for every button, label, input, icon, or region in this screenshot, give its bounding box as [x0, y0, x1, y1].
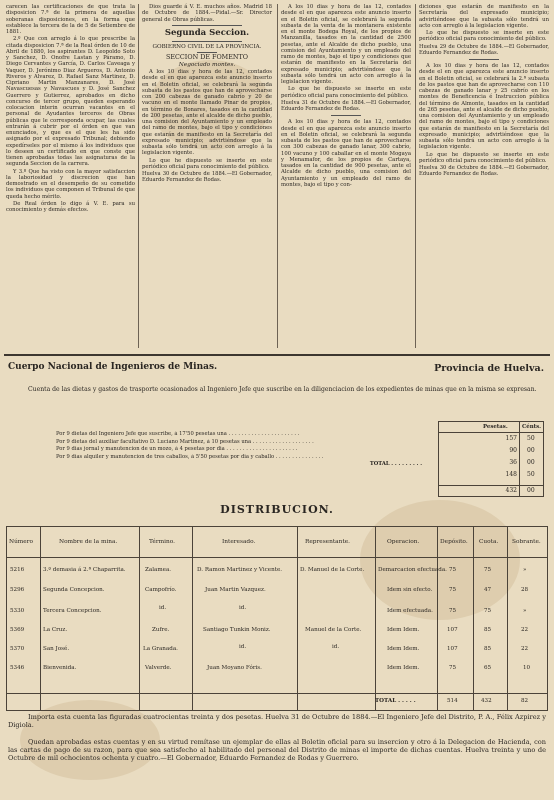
divider: [172, 25, 242, 26]
table-cell: 22: [521, 646, 529, 652]
negociado-heading: Negociado montes.: [178, 61, 236, 68]
cents-value: 50: [527, 471, 535, 478]
cuenta-amounts-box: [438, 421, 544, 497]
column-2: [142, 4, 272, 185]
column-4: [419, 4, 549, 179]
col4-paragraph: Lo que he dispuesto se inserte en este periódico oficial para conocimiento del público.: [419, 30, 549, 43]
section-title: Segunda Seccion.: [164, 27, 250, 38]
col3-paragraph: A los 10 dias y hora de las 12, contados desde el en que aparezca este anuncio inserto en el Boletin oficial, se celebrará la segunda subasta de la venta de la montanera existente en el monte Bodega Royal, de los propios de Manzanilla, tasados en la cantidad de 2500 pesetas, ante el Alcalde de dicho pueblo, una comision del Ayuntamiento y un empleado del ramo de montes, bajo el tipo y condiciones que estarán de manifiesto en la Secretaría del expresado municipio; advirtiéndose que la subasta sólo tendrá un acto con arreglo á la legislacion vigente.: [281, 4, 411, 85]
table-cell: 5330: [10, 608, 25, 614]
table-cell: 107: [447, 646, 458, 652]
cuenta-line: Por 9 dietas del Ingeniero Jefe que suscribe, á 17'50 pesetas una . . . . . . . . . . . . . . . . . . . . . .: [56, 431, 300, 437]
footer-approval-1: Importa esta cuenta las figuradas cuatrocientas treinta y dos pesetas. Huelva 31 de Octubre de 1884.—El Ingeniero Jefe del Distrito, P. A., Félix Azpirez y Digiola.: [8, 713, 546, 730]
table-cell: Tercera Concepcion.: [43, 608, 102, 614]
table-cell: »: [523, 608, 527, 614]
col2-paragraph: Lo que he dispuesto se inserte en este periódico oficial para conocimiento del público.: [142, 157, 272, 170]
table-total: 432: [481, 698, 492, 704]
gobierno-heading: GOBIERNO CIVIL DE LA PROVINCIA.: [152, 43, 262, 50]
table-cell: 75: [449, 608, 457, 614]
pesetas-header: Pesetas.: [483, 424, 508, 430]
table-cell: Zalamea.: [145, 567, 172, 573]
col1-paragraph: 2.º Que con arreglo á lo que prescribe la citada disposicion 7.ª de la Real órden de 10 de Abril de 1880, los aspirantes D. Leopoldo Soto y Sanchez, D. Onofre Lastan y Páramo, D. Diego Cervantes y García, D. Carlos Caveaga y Vaquer, D. Jerónimo Diaz Argueros, D. Antonio Riveros y Alvarez, D. Rafael Sanz Martinez, D. Cipriano Martin Manzanares, D. José Navascuesas y Navascues y D. José Sanchez Guerrero y Gutierrez, aprobados en dicho concurso de tercer grupo, queden esperando colocacion interin ocurran vacantes en el personal de Ayudantes terceros de Obras públicas que le corresponda ocupar, las cuales entrarán á cubrir por el órden en que van enunciados, y que es el que les ha sido asignado por el expresado Tribunal; debiendo expedírseles por el mismo á los individuos que lo deseen un certificado en que conste que tienen aprobadas todas las asignaturas de la segunda Seccion de la carrera.: [6, 36, 135, 168]
table-cell: Manuel de la Corte.: [305, 627, 362, 633]
table-cell: 75: [484, 608, 492, 614]
table-cell: 5216: [10, 567, 25, 573]
cuerpo-intro: Cuenta de las dietas y gastos de trasporte ocasionados al Ingeniero Jefe que suscribe en la diligenciacion de los expedientes de minas que en la misma se expresan.: [28, 386, 537, 393]
table-cell: San José.: [43, 646, 70, 652]
divider: [172, 41, 242, 42]
col1-paragraph: carecen las certificaciones de que trata la disposicion 7.ª de la primera de aquellas soberanas disposiciones, en la forma que establece la tercera de la de 5 de Setiembre de 1881.: [6, 4, 135, 35]
table-cell: 85: [484, 646, 492, 652]
table-header: Depósito.: [440, 539, 468, 545]
table-divider: [40, 527, 41, 710]
table-cell: 75: [449, 567, 457, 573]
table-divider: [7, 557, 547, 558]
pesetas-value: 148: [505, 471, 517, 478]
table-header: Cuota.: [479, 539, 499, 545]
table-cell: D. Manuel de la Corte.: [300, 567, 365, 573]
table-cell: 10: [523, 665, 531, 671]
cents-value: 00: [527, 447, 535, 454]
table-cell: 47: [484, 587, 492, 593]
table-divider: [192, 527, 193, 710]
cuenta-line: Por 9 dias jornal y manutencion de un mozo, á 4 pesetas por dia . . . . . . . . . . . . . . . . . . . . . .: [56, 446, 298, 453]
table-total: 514: [447, 698, 458, 704]
table-cell: »: [523, 567, 527, 573]
section-rule: [4, 354, 550, 356]
column-divider: [138, 4, 139, 348]
fomento-heading: SECCION DE FOMENTO: [165, 52, 248, 61]
distribucion-title: DISTRIBUCION.: [220, 503, 334, 516]
pesetas-value: 157: [505, 435, 517, 442]
table-divider: [507, 527, 508, 710]
column-3: [281, 4, 411, 189]
table-cell: Idem Idem.: [387, 627, 420, 633]
table-total-label: TOTAL . . . . .: [375, 698, 416, 704]
col3-paragraph: A los 10 dias y hora de las 12, contados desde el en que aparezca este anuncio inserto en el Boletin oficial, se celebrará la segunda subasta de los pastos que han de aprovecharse con 300 cabezas de ganado lanar, 300 cabrío, 100 vacuno y 100 caballar en el monte Mogaya y Menamafor, de los propios de Cartaya, tasados en la cantidad de 900 pesetas, ante el Alcalde de dicho pueblo, una comision del Ayuntamiento y un empleado del ramo de montes, bajo el tipo y con-: [281, 119, 411, 188]
province-title: Provincia de Huelva.: [434, 363, 544, 374]
table-cell: id.: [239, 605, 247, 611]
table-cell: 22: [521, 627, 529, 633]
pesetas-total: 432: [505, 487, 517, 494]
table-cell: Zufre.: [152, 627, 170, 633]
distribucion-table: [6, 526, 548, 711]
divider: [331, 115, 361, 116]
table-cell: 28: [521, 587, 529, 593]
table-cell: 3.º demasia á 2.ª Chaparrita.: [43, 567, 126, 573]
column-divider: [277, 4, 278, 348]
table-cell: Segunda Concepcion.: [43, 587, 105, 593]
table-header: Término.: [149, 539, 175, 545]
table-cell: 107: [447, 627, 458, 633]
table-divider: [297, 527, 298, 710]
col2-signature: Huelva 30 de Octubre de 1884.—El Gobernador, Eduardo Fernandez de Rodas.: [142, 171, 272, 184]
cents-total: 00: [527, 487, 535, 494]
table-cell: 75: [449, 587, 457, 593]
divider: [469, 59, 499, 60]
table-header: Representante.: [305, 539, 350, 545]
pesetas-value: 90: [509, 447, 517, 454]
cents-value: 50: [527, 435, 535, 442]
col1-paragraph: Y 3.º Que ha visto con la mayor satisfaccion la laboriosidad y discrecion que han demostrado en el desempeño de su cometido los individuos que componen el Tribunal de que queda hecho mérito.: [6, 168, 135, 200]
table-cell: D. Ramon Martinez y Vicente.: [197, 567, 283, 573]
table-header: Operacion.: [387, 539, 420, 545]
table-cell: 75: [449, 665, 457, 671]
table-cell: id.: [332, 644, 340, 650]
col3-signature: Huelva 31 de Octubre de 1884.—El Gobernador, Eduardo Fernandez de Rodas.: [281, 99, 411, 112]
table-header: Interesado.: [222, 539, 256, 545]
table-divider: [139, 527, 140, 710]
table-cell: La Granada.: [143, 646, 178, 652]
table-cell: id.: [159, 605, 167, 611]
table-cell: id.: [239, 644, 247, 650]
table-divider: [473, 527, 474, 710]
table-cell: Idem efectuada.: [387, 608, 433, 614]
cents-header: Cénts.: [522, 424, 542, 430]
table-divider: [375, 527, 376, 710]
col3-paragraph: Lo que he dispuesto se inserte en este periódico oficial para conocimiento del público.: [281, 86, 411, 99]
box-divider: [439, 432, 543, 433]
table-cell: 5369: [10, 627, 25, 633]
table-cell: Idem Idem.: [387, 646, 420, 652]
cuenta-total-label: TOTAL . . . . . . . . .: [369, 461, 422, 468]
table-cell: Juan Moyano Fóris.: [207, 665, 262, 671]
table-cell: La Cruz.: [43, 627, 68, 633]
box-divider: [439, 485, 543, 486]
col2-closing: Dios guarde á V. E. muchos años. Madrid 18 de Octubre de 1884.—Pidal.—Sr. Director general de Obras públicas.: [142, 4, 272, 23]
cuerpo-title: Cuerpo Nacional de Ingenieros de Minas.: [8, 362, 218, 372]
cuenta-lines: [56, 431, 426, 469]
column-1: [6, 4, 135, 214]
table-cell: 75: [484, 567, 492, 573]
table-cell: Campofrío.: [145, 587, 177, 593]
table-cell: 5370: [10, 646, 25, 652]
footer-approval-2: Quedan aprobadas estas cuentas y en su virtud remítase un ejemplar de ellas al Boletin oficial para su insercion y otro á la Delegacion de Hacienda, con las cartas de pago de su razon, para que sea satisfecho al habilitado del personal del Distrito de minas el importe de dichas cuentas. Huelva treinta y uno de Octubre de mil ochocientos ochenta y cuatro.—El Gobernador, Eduardo Fernandez de Rodas y Guerrero.: [8, 738, 546, 763]
table-cell: 65: [484, 665, 492, 671]
col4-signature: Huelva 30 de Octubre de 1884.—El Gobernador, Eduardo Fernandez de Rodas.: [419, 165, 549, 178]
table-cell: Valverde.: [145, 665, 172, 671]
col4-paragraph: diciones que estarán de manifiesto en la Secretaría del expresado municipio; advirtiéndose que la subasta sólo tendrá un acto con arreglo á la legislacion vigente.: [419, 4, 549, 29]
col1-paragraph: De Real órden lo digo á V. E. para su conocimiento y demás efectos.: [6, 200, 135, 213]
col2-paragraph: A los 10 dias y hora de las 12, contados desde el en que aparezca este anuncio inserto en el Boletin oficial, se celebrará la segunda subasta de los pastos que han de aprovecharse con 200 cabezas de ganado cabrío y 20 de vacuno en el monte llamado Pinar de propios, en término de Bonares, tasados en la cantidad de 200 pesetas, ante el alcalde de dicho pueblo, una comision del Ayuntamiento y un empleado del ramo de montes, bajo el tipo y condiciones que estarán de manifiesto en la Secretaría del expresado municipio; advirtiéndose que la subasta sólo tendrá un acto con arreglo á la legislacion vigente.: [142, 69, 272, 157]
cents-value: 00: [527, 459, 535, 466]
table-header: Nombre de la mina.: [59, 539, 118, 545]
table-cell: 5346: [10, 665, 25, 671]
cuenta-line: Por 9 dietas del auxiliar facultativo D. Luciano Martinez, á 10 pesetas una . . . . . . . . . . . . . . . . . . .: [56, 438, 314, 445]
cuenta-line: Por 9 dias alquiler y manutencion de tres caballos, á 5'50 pesetas por dia y caballo . . . . . . . . . . . . . . .: [56, 453, 324, 460]
table-total: 82: [521, 698, 529, 704]
table-cell: Bienvenida.: [43, 665, 77, 671]
table-header: Sobrante.: [512, 539, 541, 545]
table-cell: Santiago Tunkin Moniz.: [203, 627, 271, 633]
table-cell: 5296: [10, 587, 25, 593]
table-cell: Juan Martin Vazquez.: [205, 587, 266, 593]
pesetas-value: 36: [509, 459, 517, 466]
column-divider: [415, 4, 416, 348]
col4-paragraph: Lo que he dispuesto se inserte en este periódico oficial para conocimiento del público.: [419, 151, 549, 164]
table-cell: 85: [484, 627, 492, 633]
table-divider: [437, 527, 438, 710]
table-cell: Demarcacion efectuada.: [378, 567, 447, 573]
col4-signature: Huelva 29 de Octubre de 1884.—El Gobernador, Eduardo Fernandez de Rodas.: [419, 43, 549, 56]
col4-paragraph: A los 10 dias y hora de las 12, contados desde el en que aparezca este anuncio inserto en el Boletin oficial, se celebrará la 2.ª subasta de los pastos que han de aprovecharse con 110 cabezas de ganado lanar y 25 cabrío en los montes de Beneficencia é Instruccion pública del término de Almonte, tasados en la cantidad de 265 pesetas, ante el alcalde de dicho pueblo, una comision del Ayuntamiento y un empleado del ramo de montes, bajo el tipo y condiciones que estarán de manifiesto en la Secretaría del expresado municipio; advirtiéndose que la subasta sólo tendrá un acto con arreglo á la legislacion vigente.: [419, 63, 549, 151]
table-cell: Idem Idem.: [387, 665, 420, 671]
table-cell: Idem sin efecto.: [387, 587, 433, 593]
table-header: Número: [9, 539, 33, 545]
table-divider: [7, 693, 547, 694]
